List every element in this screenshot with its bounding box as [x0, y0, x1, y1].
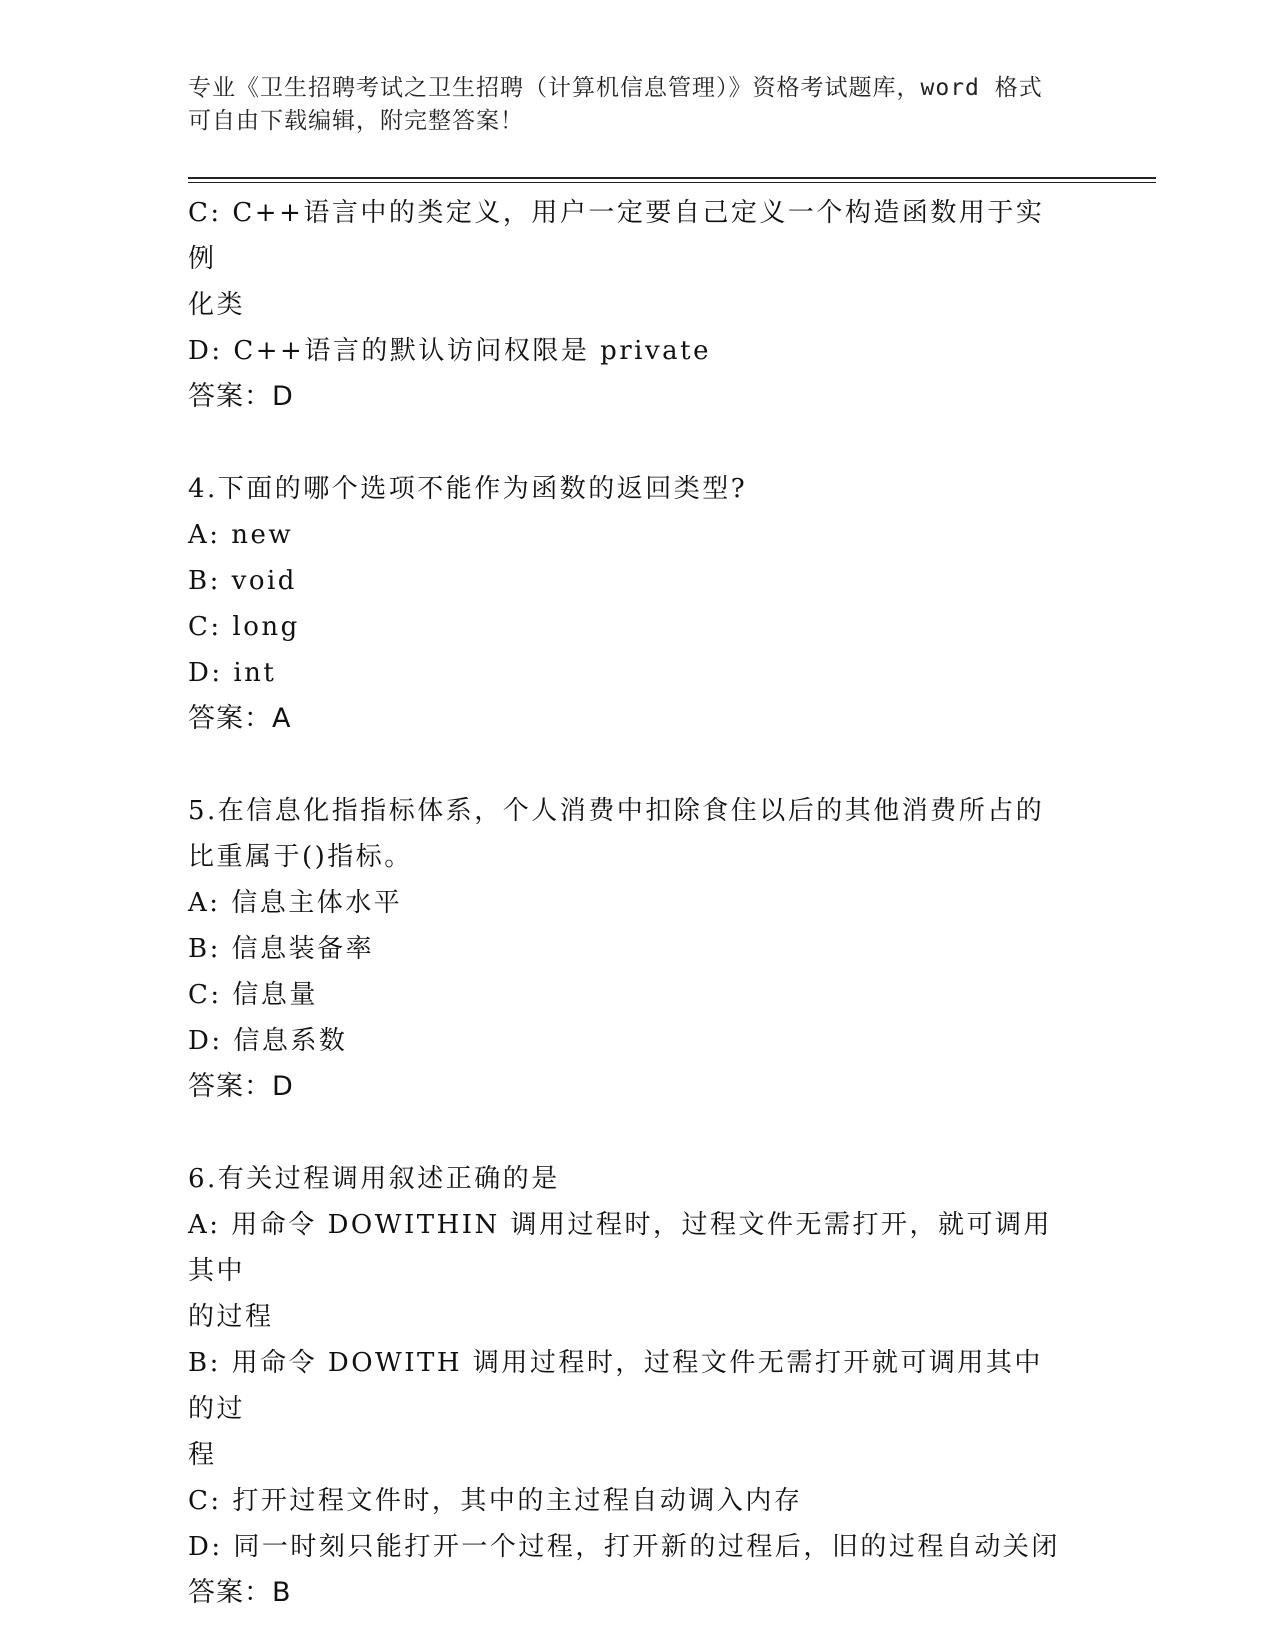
option-c: C: 信息量: [188, 980, 318, 1010]
option-c: C: long: [188, 612, 300, 642]
question-stem: 4.下面的哪个选项不能作为函数的返回类型?: [188, 474, 748, 504]
spacer: [188, 420, 1068, 466]
answer: 答案：B: [188, 1577, 292, 1608]
option-a: A: new: [188, 520, 294, 550]
option-c-line-continued: 化类: [188, 290, 246, 320]
answer: 答案：D: [188, 381, 294, 412]
option-a: A: 信息主体水平: [188, 888, 403, 918]
question-stem: 5.在信息化指指标体系，个人消费中扣除食住以后的其他消费所占的: [188, 796, 1045, 826]
option-b: B: 信息装备率: [188, 934, 375, 964]
answer: 答案：A: [188, 703, 292, 734]
question-4: [188, 466, 1068, 742]
question-stem-continued: 比重属于()指标。: [188, 842, 413, 872]
option-a-continued: 的过程: [188, 1302, 274, 1332]
option-b: B: void: [188, 566, 297, 596]
header-line-2: 可自由下载编辑，附完整答案！: [188, 108, 524, 134]
header-divider: [188, 177, 1156, 183]
question-6: [188, 1156, 1068, 1616]
option-d: D: 同一时刻只能打开一个过程，打开新的过程后，旧的过程自动关闭: [188, 1532, 1060, 1562]
option-d: D: C++语言的默认访问权限是 private: [188, 336, 712, 366]
answer: 答案：D: [188, 1071, 294, 1102]
option-d: D: int: [188, 658, 277, 688]
option-b: B: 用命令 DOWITH 调用过程时，过程文件无需打开就可调用其中的过: [188, 1348, 1043, 1424]
question-5: [188, 788, 1068, 1110]
spacer: [188, 742, 1068, 788]
option-c: C: 打开过程文件时，其中的主过程自动调入内存: [188, 1486, 803, 1516]
option-b-continued: 程: [188, 1440, 217, 1470]
question-list: [188, 190, 1068, 1616]
header-line-1: 专业《卫生招聘考试之卫生招聘（计算机信息管理）》资格考试题库，word 格式: [188, 75, 1043, 101]
document-header: [188, 72, 1078, 138]
spacer: [188, 1110, 1068, 1156]
question-stem: 6.有关过程调用叙述正确的是: [188, 1164, 560, 1194]
option-c-line: C: C++语言中的类定义，用户一定要自己定义一个构造函数用于实例: [188, 198, 1045, 274]
question-3-tail: [188, 190, 1068, 420]
option-d: D: 信息系数: [188, 1026, 348, 1056]
option-a: A: 用命令 DOWITHIN 调用过程时，过程文件无需打开，就可调用其中: [188, 1210, 1053, 1286]
